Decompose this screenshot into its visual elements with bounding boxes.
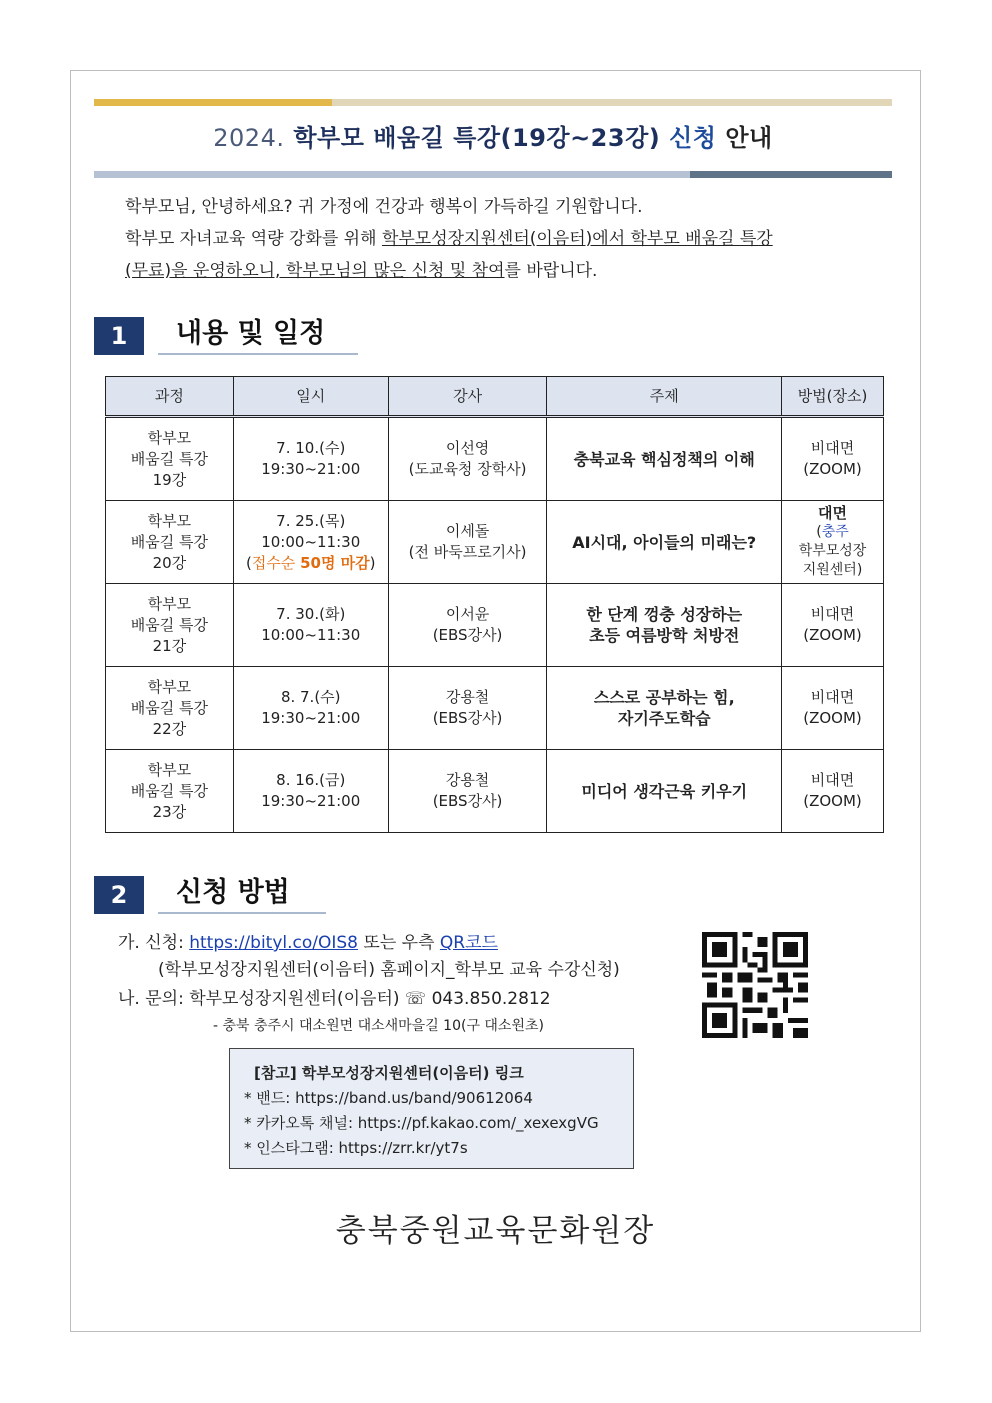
reference-item-band[interactable]: * 밴드: https://band.us/band/90612064 xyxy=(244,1089,533,1107)
topic-line: 미디어 생각근육 키우기 xyxy=(581,781,748,801)
reference-item-instagram[interactable]: * 인스타그램: https://zrr.kr/yt7s xyxy=(244,1139,468,1157)
method: 비대면 xyxy=(810,605,855,623)
intro-line-2-underline: 학부모성장지원센터(이음터)에서 학부모 배움길 특강 xyxy=(381,229,773,249)
header-course: 과정 xyxy=(106,377,234,417)
address-line: - 충북 충주시 대소원면 대소새마을길 10(구 대소원초) xyxy=(213,1018,544,1034)
topic-line: 초등 여름방학 처방전 xyxy=(589,626,740,645)
cell-datetime xyxy=(233,667,388,750)
cell-topic xyxy=(547,501,782,584)
time: 19:30~21:00 xyxy=(261,792,361,810)
place: (ZOOM) xyxy=(803,792,862,810)
date: 7. 25.(목) xyxy=(276,511,346,530)
cell-datetime xyxy=(233,750,388,833)
table-row xyxy=(106,417,884,501)
cell-lecturer xyxy=(388,501,547,584)
cell-method xyxy=(782,584,884,667)
place: (ZOOM) xyxy=(803,709,862,727)
cell-datetime xyxy=(233,501,388,584)
table-header-row xyxy=(106,377,884,417)
date: 8. 7.(수) xyxy=(280,688,341,706)
place-line: 지원센터) xyxy=(802,562,863,578)
header-method: 방법(장소) xyxy=(782,377,884,417)
time: 19:30~21:00 xyxy=(261,460,361,478)
date: 7. 30.(화) xyxy=(276,605,346,623)
place-city: 충주 xyxy=(821,524,849,540)
course-line: 19강 xyxy=(152,470,187,489)
header-lecturer: 강사 xyxy=(388,377,547,417)
capacity-note xyxy=(238,553,384,574)
apply-label: 가. 신청: xyxy=(118,933,190,953)
course-line: 학부모 xyxy=(147,511,192,530)
place xyxy=(786,523,879,542)
signature: 충북중원교육문화원장 xyxy=(335,1213,656,1249)
lecturer-affiliation: (EBS강사) xyxy=(432,792,503,810)
lecturer-name: 이서윤 xyxy=(445,605,490,623)
topic-line: 충북교육 핵심정책의 이해 xyxy=(573,449,755,469)
intro-line-2 xyxy=(125,224,905,254)
time: 19:30~21:00 xyxy=(261,709,361,727)
intro-line-3 xyxy=(125,256,905,286)
topic-line: AI시대, 아이들의 미래는? xyxy=(572,532,757,552)
section-2-number: 2 xyxy=(94,876,144,914)
qr-code-link[interactable]: QR코드 xyxy=(439,933,498,953)
topic-line: 스스로 공부하는 힘, xyxy=(593,688,735,707)
reference-box xyxy=(229,1048,634,1169)
cell-course xyxy=(106,667,234,750)
course-line: 배움길 특강 xyxy=(130,698,208,717)
lecturer-affiliation: (EBS강사) xyxy=(432,709,503,727)
method: 비대면 xyxy=(810,439,855,457)
cell-method xyxy=(782,750,884,833)
cell-topic xyxy=(547,667,782,750)
cell-lecturer xyxy=(388,584,547,667)
place: (ZOOM) xyxy=(803,626,862,644)
header-datetime: 일시 xyxy=(233,377,388,417)
place: (ZOOM) xyxy=(803,460,862,478)
place-line: 학부모성장 xyxy=(798,543,867,559)
lecturer-affiliation: (도교육청 장학사) xyxy=(408,460,527,478)
apply-line-a xyxy=(118,930,498,957)
header-topic: 주제 xyxy=(547,377,782,417)
method: 비대면 xyxy=(810,688,855,706)
cell-lecturer xyxy=(388,667,547,750)
cell-datetime xyxy=(233,584,388,667)
table-row xyxy=(106,667,884,750)
cell-method xyxy=(782,667,884,750)
lecturer-affiliation: (EBS강사) xyxy=(432,626,503,644)
title-year: 2024. xyxy=(213,124,285,152)
course-line: 20강 xyxy=(152,553,187,572)
apply-link[interactable]: https://bityl.co/OIS8 xyxy=(189,933,358,953)
course-line: 배움길 특강 xyxy=(130,449,208,468)
page-title xyxy=(94,118,892,153)
note-capacity: 50명 마감 xyxy=(300,553,370,572)
note-order: 접수순 xyxy=(251,553,301,572)
date: 8. 16.(금) xyxy=(276,771,346,789)
topic-line: 한 단계 껑충 성장하는 xyxy=(586,605,743,624)
lecturer-affiliation: (전 바둑프로기사) xyxy=(408,543,527,561)
reference-item-kakao[interactable]: * 카카오톡 채널: https://pf.kakao.com/_xexexgVG xyxy=(244,1114,599,1132)
course-line: 학부모 xyxy=(147,428,192,447)
note-paren: ( xyxy=(245,553,252,572)
intro-line-3-text: 를 바랍니다. xyxy=(504,261,598,281)
course-line: 학부모 xyxy=(147,760,192,779)
cell-topic xyxy=(547,750,782,833)
lecturer-name: 강용철 xyxy=(445,771,490,789)
schedule-table xyxy=(105,376,884,833)
title-apply: 신청 xyxy=(669,124,717,152)
topic-line: 자기주도학습 xyxy=(617,709,711,728)
course-line: 배움길 특강 xyxy=(130,781,208,800)
table-row xyxy=(106,750,884,833)
cell-method xyxy=(782,417,884,501)
lecturer-name: 강용철 xyxy=(445,688,490,706)
cell-datetime xyxy=(233,417,388,501)
cell-topic xyxy=(547,417,782,501)
section-2-title: 신청 방법 xyxy=(158,876,326,914)
time: 10:00~11:30 xyxy=(261,626,361,644)
section-1-number: 1 xyxy=(94,317,144,355)
cell-course xyxy=(106,417,234,501)
apply-line-a2: (학부모성장지원센터(이음터) 홈페이지_학부모 교육 수강신청) xyxy=(158,960,620,980)
title-bar-top xyxy=(332,99,892,106)
lecturer-name: 이세돌 xyxy=(445,522,490,540)
title-bar-top-accent xyxy=(94,99,332,106)
course-line: 배움길 특강 xyxy=(130,532,208,551)
note-paren: ) xyxy=(369,553,376,572)
method: 대면 xyxy=(818,504,848,522)
intro-line-1: 학부모님, 안녕하세요? 귀 가정에 건강과 행복이 가득하길 기원합니다. xyxy=(125,197,643,217)
cell-method xyxy=(782,501,884,584)
title-bar-bottom xyxy=(94,171,690,178)
course-line: 21강 xyxy=(152,636,187,655)
course-line: 23강 xyxy=(152,802,187,821)
apply-mid-text: 또는 우측 xyxy=(358,933,440,953)
intro-line-3-underline: (무료)을 운영하오니, 학부모님의 많은 신청 및 참여 xyxy=(125,261,505,281)
lecturer-name: 이선영 xyxy=(445,439,490,457)
course-line: 배움길 특강 xyxy=(130,615,208,634)
place-paren: ( xyxy=(816,524,822,540)
intro-line-2-text: 학부모 자녀교육 역량 강화를 위해 xyxy=(125,229,382,249)
title-main: 학부모 배움길 특강(19강~23강) xyxy=(293,124,661,152)
date: 7. 10.(수) xyxy=(276,439,346,457)
title-end: 안내 xyxy=(725,124,773,152)
time: 10:00~11:30 xyxy=(261,532,361,551)
cell-lecturer xyxy=(388,750,547,833)
table-row xyxy=(106,584,884,667)
cell-course xyxy=(106,584,234,667)
cell-course xyxy=(106,750,234,833)
table-row xyxy=(106,501,884,584)
section-1-title: 내용 및 일정 xyxy=(158,317,358,355)
course-line: 학부모 xyxy=(147,594,192,613)
cell-course xyxy=(106,501,234,584)
title-bar-bottom-accent xyxy=(690,171,892,178)
cell-topic xyxy=(547,584,782,667)
course-line: 22강 xyxy=(152,719,187,738)
cell-lecturer xyxy=(388,417,547,501)
qr-code-icon[interactable] xyxy=(702,932,808,1038)
method: 비대면 xyxy=(810,771,855,789)
reference-heading: [참고] 학부모성장지원센터(이음터) 링크 xyxy=(254,1064,524,1082)
course-line: 학부모 xyxy=(147,677,192,696)
inquiry-line: 나. 문의: 학부모성장지원센터(이음터) ☏ 043.850.2812 xyxy=(118,989,551,1009)
